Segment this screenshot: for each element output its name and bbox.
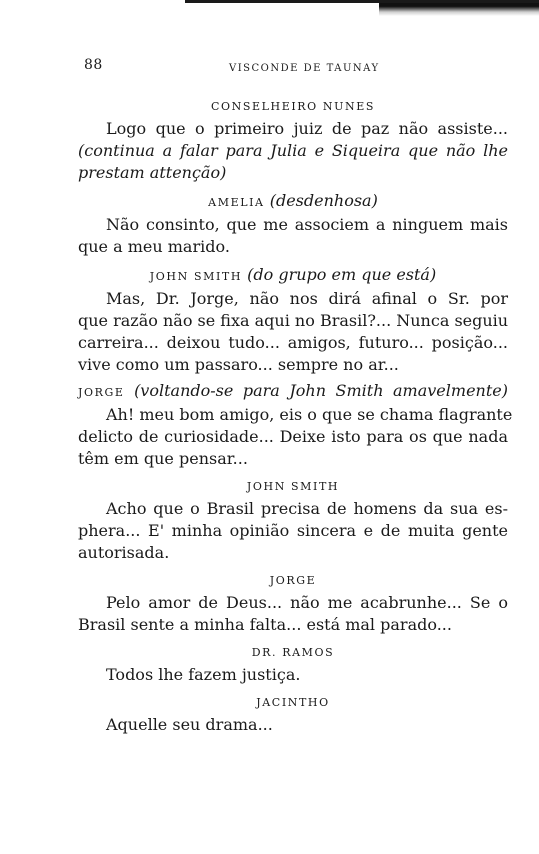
running-head: VISCONDE DE TAUNAY bbox=[229, 63, 380, 74]
speaker-name: JOHN SMITH bbox=[149, 270, 243, 283]
dialogue-block bbox=[78, 380, 513, 470]
dialogue-line: delicto de curiosidade... Deixe isto para os que nada bbox=[78, 427, 508, 446]
scan-top-line bbox=[185, 0, 539, 3]
dialogue-block bbox=[78, 570, 508, 636]
stage-direction-line: prestam attenção) bbox=[78, 163, 227, 182]
dialogue-line: Não consinto, que me associem a ninguem mais bbox=[106, 215, 508, 234]
dialogue-line: Ah! meu bom amigo, eis o que se chama flagrante bbox=[106, 405, 513, 424]
speaker-name: JORGE bbox=[269, 574, 317, 587]
speaker-name: CONSELHEIRO NUNES bbox=[211, 100, 375, 113]
dialogue-line: Brasil sente a minha falta... está mal parado... bbox=[78, 615, 452, 634]
dialogue-block bbox=[78, 96, 508, 184]
speaker-heading bbox=[78, 264, 508, 288]
dialogue-line: Todos lhe fazem justiça. bbox=[106, 665, 301, 684]
dialogue-line: phera... E' minha opinião sincera e de muita gente bbox=[78, 521, 508, 540]
stage-direction: (desdenhosa) bbox=[269, 191, 378, 210]
speaker-heading bbox=[78, 190, 508, 214]
dialogue-line: que razão não se fixa aqui no Brasil?... Nunca seguiu bbox=[78, 311, 509, 330]
dialogue-line: Pelo amor de Deus... não me acabrunhe... Se o bbox=[106, 593, 508, 612]
page-number: 88 bbox=[84, 57, 103, 73]
dialogue-line: que a meu marido. bbox=[78, 237, 230, 256]
stage-direction: (do grupo em que está) bbox=[247, 265, 437, 284]
dialogue-block bbox=[78, 642, 508, 686]
dialogue-line: Aquelle seu drama... bbox=[106, 715, 273, 734]
dialogue-line: vive como um passaro... sempre no ar... bbox=[78, 355, 399, 374]
speaker-name: DR. RAMOS bbox=[251, 646, 335, 659]
dialogue-line: autorisada. bbox=[78, 543, 170, 562]
dialogue-line: Acho que o Brasil precisa de homens da sua es- bbox=[106, 499, 508, 518]
dialogue-line: Mas, Dr. Jorge, não nos dirá afinal o Sr. por bbox=[106, 289, 508, 308]
dialogue-line: Logo que o primeiro juiz de paz não assiste... bbox=[106, 119, 508, 138]
dialogue-block bbox=[78, 476, 508, 564]
play-text bbox=[78, 96, 513, 736]
dialogue-block bbox=[78, 190, 508, 258]
stage-direction-line: (continua a falar para Julia e Siqueira que não lhe bbox=[78, 141, 508, 160]
speaker-name: JACINTHO bbox=[256, 696, 330, 709]
speaker-name: JORGE bbox=[78, 386, 125, 399]
stage-direction: (voltando-se para John Smith amavelmente) bbox=[134, 381, 508, 400]
speaker-heading bbox=[78, 380, 508, 404]
dialogue-line: têm em que pensar... bbox=[78, 449, 248, 468]
dialogue-block bbox=[78, 692, 508, 736]
speaker-name: AMELIA bbox=[208, 196, 265, 209]
dialogue-line: carreira... deixou tudo... amigos, futuro... posição... bbox=[78, 333, 508, 352]
dialogue-block bbox=[78, 264, 508, 376]
speaker-name: JOHN SMITH bbox=[246, 480, 340, 493]
